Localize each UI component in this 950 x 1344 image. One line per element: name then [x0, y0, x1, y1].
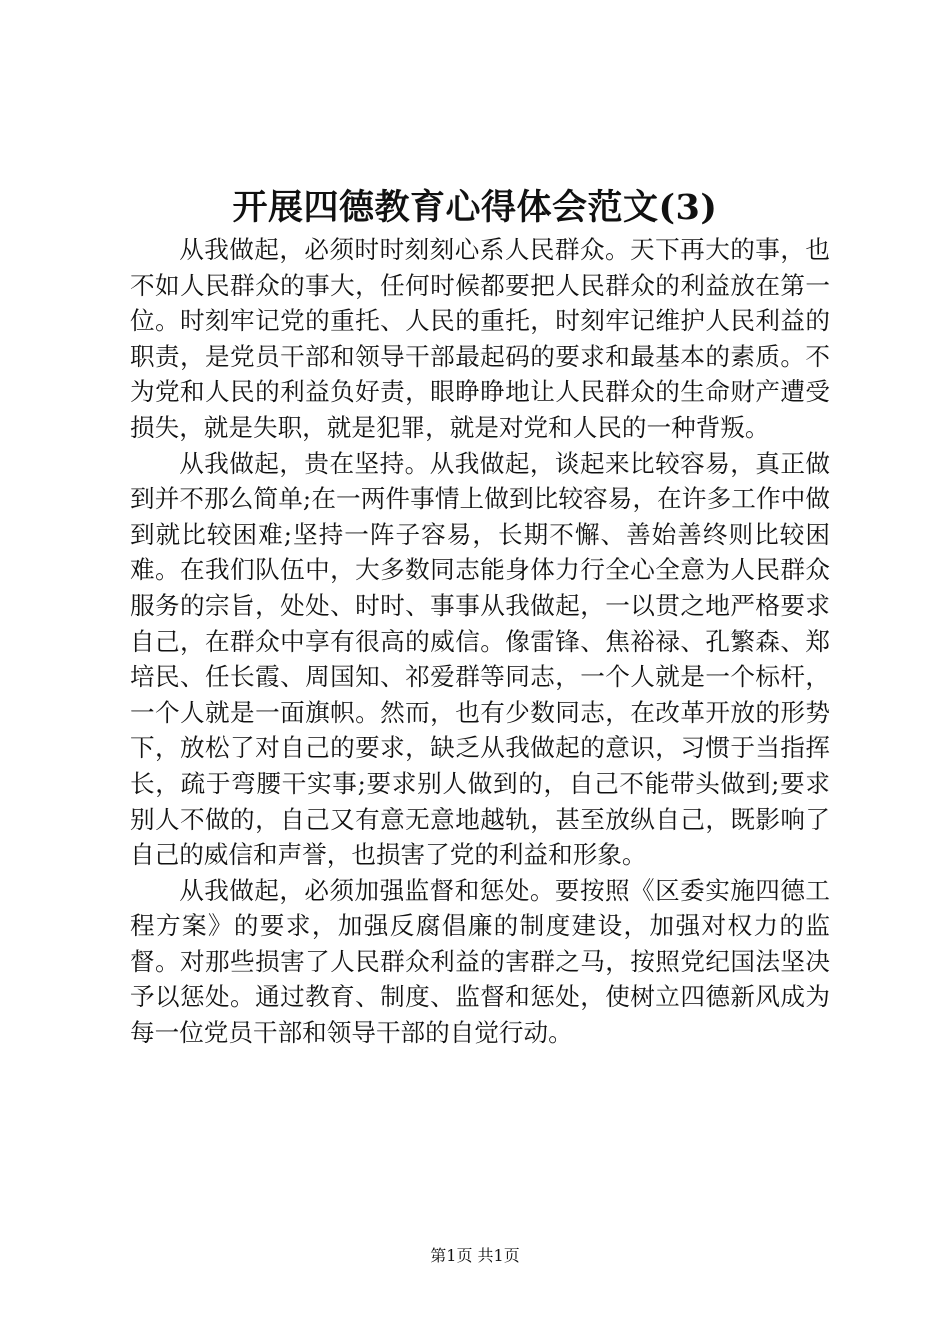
document-title: 开展四德教育心得体会范文(3)	[232, 187, 718, 228]
paragraph-3: 从我做起，必须加强监督和惩处。要按照《区委实施四德工程方案》的要求，加强反腐倡廉的制度建设，加强对权力的监督。对那些损害了人民群众利益的害群之马，按照党纪国法坚决予以惩处。通过教育、制度、监督和惩处，使树立四德新风成为每一位党员干部和领导干部的自觉行动。	[130, 875, 830, 1048]
page-footer: 第1页 共1页	[430, 1246, 520, 1265]
paragraph-1: 从我做起，必须时时刻刻心系人民群众。天下再大的事，也不如人民群众的事大，任何时候都要把人民群众的利益放在第一位。时刻牢记党的重托、人民的重托，时刻牢记维护人民利益的职责，是党员干部和领导干部最起码的要求和最基本的素质。不为党和人民的利益负好责，眼睁睁地让人民群众的生命财产遭受损失，就是失职，就是犯罪，就是对党和人民的一种背叛。	[130, 235, 830, 442]
paragraph-2: 从我做起，贵在坚持。从我做起，谈起来比较容易，真正做到并不那么简单;在一两件事情上做到比较容易，在许多工作中做到就比较困难;坚持一阵子容易，长期不懈、善始善终则比较困难。在我们队伍中，大多数同志能身体力行全心全意为人民群众服务的宗旨，处处、时时、事事从我做起，一以贯之地严格要求自己，在群众中享有很高的威信。像雷锋、焦裕禄、孔繁森、郑培民、任长霞、周国知、祁爱群等同志，一个人就是一个标杆，一个人就是一面旗帜。然而，也有少数同志，在改革开放的形势下，放松了对自己的要求，缺乏从我做起的意识，习惯于当指挥长，疏于弯腰干实事;要求别人做到的，自己不能带头做到;要求别人不做的，自己又有意无意地越轨，甚至放纵自己，既影响了自己的威信和声誉，也损害了党的利益和形象。	[130, 448, 830, 870]
document-body	[130, 232, 830, 1051]
